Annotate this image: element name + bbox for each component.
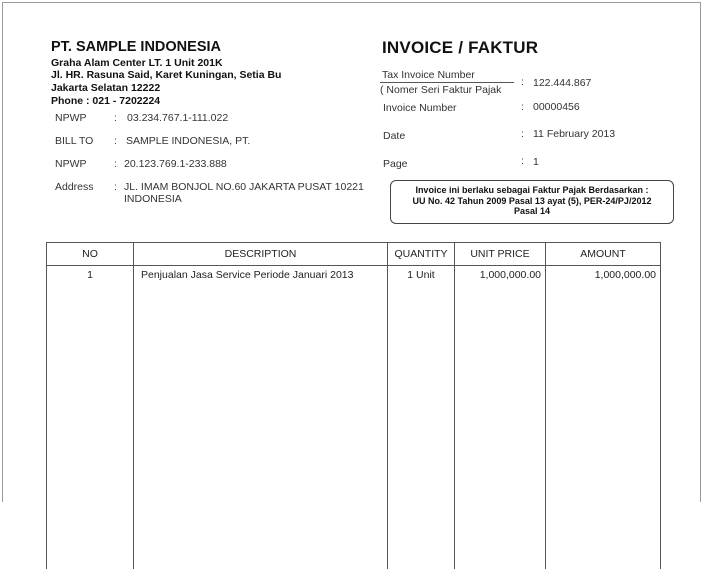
row-amount: 1,000,000.00 <box>546 266 661 569</box>
customer-npwp-label: NPWP <box>55 158 87 170</box>
invoice-number-colon: : <box>521 101 524 113</box>
invoice-title: INVOICE / FAKTUR <box>382 38 538 58</box>
row-no: 1 <box>47 266 134 569</box>
row-unit-price: 1,000,000.00 <box>455 266 546 569</box>
bill-to-value: SAMPLE INDONESIA, PT. <box>126 135 250 147</box>
tax-label-divider <box>380 82 514 83</box>
header-description: DESCRIPTION <box>134 243 388 266</box>
tax-note-line1: Invoice ini berlaku sebagai Faktur Pajak Berdasarkan : <box>391 185 673 196</box>
address-value: JL. IMAM BONJOL NO.60 JAKARTA PUSAT 10221 INDONESIA <box>124 181 374 205</box>
header-no: NO <box>47 243 134 266</box>
page-label: Page <box>383 158 408 170</box>
tax-note-box <box>390 180 674 224</box>
line-items-table <box>46 242 661 569</box>
company-address-line1: Graha Alam Center LT. 1 Unit 201K <box>51 58 223 69</box>
address-label: Address <box>55 181 94 193</box>
npwp-colon: : <box>114 112 117 124</box>
row-description: Penjualan Jasa Service Periode Januari 2013 <box>134 266 388 569</box>
header-unit-price: UNIT PRICE <box>455 243 546 266</box>
table-header-row <box>47 243 661 266</box>
invoice-number-label: Invoice Number <box>383 102 457 114</box>
date-label: Date <box>383 130 405 142</box>
tax-invoice-sublabel: ( Nomer Seri Faktur Pajak <box>380 84 501 96</box>
bill-to-label: BILL TO <box>55 135 93 147</box>
invoice-number-value: 00000456 <box>533 101 580 113</box>
date-colon: : <box>521 128 524 140</box>
page-colon: : <box>521 155 524 167</box>
date-value: 11 February 2013 <box>533 128 615 140</box>
tax-note-line2: UU No. 42 Tahun 2009 Pasal 13 ayat (5), PER-24/PJ/2012 <box>391 196 673 207</box>
npwp-label: NPWP <box>55 112 87 124</box>
table-row <box>47 266 661 569</box>
header-amount: AMOUNT <box>546 243 661 266</box>
row-quantity: 1 Unit <box>388 266 455 569</box>
company-address-line3: Jakarta Selatan 12222 <box>51 83 160 94</box>
company-address-line2: Jl. HR. Rasuna Said, Karet Kuningan, Setia Bu <box>51 70 281 81</box>
customer-npwp-value: 20.123.769.1-233.888 <box>124 158 227 170</box>
tax-invoice-label: Tax Invoice Number <box>382 69 475 81</box>
address-colon: : <box>114 181 117 193</box>
tax-invoice-colon: : <box>521 76 524 88</box>
tax-invoice-value: 122.444.867 <box>533 77 591 89</box>
npwp-value: 03.234.767.1-111.022 <box>127 112 228 124</box>
company-name: PT. SAMPLE INDONESIA <box>51 39 221 55</box>
header-quantity: QUANTITY <box>388 243 455 266</box>
tax-note-line3: Pasal 14 <box>391 206 673 217</box>
customer-npwp-colon: : <box>114 158 117 170</box>
bill-to-colon: : <box>114 135 117 147</box>
company-phone: Phone : 021 - 7202224 <box>51 96 160 107</box>
page-value: 1 <box>533 156 539 168</box>
